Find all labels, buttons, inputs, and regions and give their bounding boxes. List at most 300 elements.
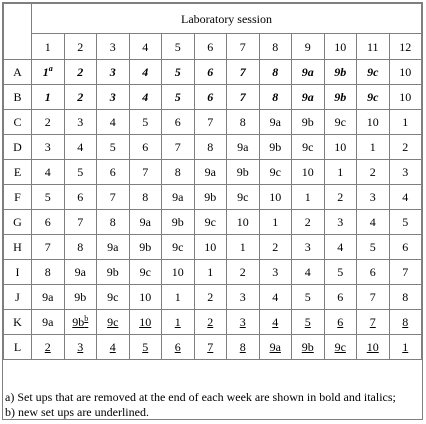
table-row [4, 210, 422, 235]
table-cell [97, 260, 130, 285]
table-cell [64, 260, 97, 285]
row-label: G [4, 210, 32, 235]
cell-value: 3 [402, 165, 409, 179]
cell-value: 4 [337, 240, 344, 254]
table-cell [97, 210, 130, 235]
table-cell [194, 135, 227, 160]
cell-value: 9b [334, 65, 347, 79]
table-cell [227, 235, 260, 260]
row-label: C [4, 110, 32, 135]
row-label: I [4, 260, 32, 285]
table-cell [129, 110, 162, 135]
cell-value: 10 [366, 115, 379, 129]
cell-value: 1 [44, 90, 51, 104]
table-cell [324, 60, 357, 85]
cell-value: 3 [304, 240, 311, 254]
table-cell [227, 60, 260, 85]
table-cell [259, 210, 292, 235]
cell-value: 6 [207, 65, 214, 79]
table-cell [357, 260, 390, 285]
cell-value: 8 [239, 115, 246, 129]
session-number: 11 [357, 34, 390, 60]
table-cell [32, 160, 65, 185]
cell-value: 9b [269, 140, 282, 154]
table-cell [227, 110, 260, 135]
table-cell [64, 335, 97, 360]
table-cell [162, 135, 195, 160]
table-cell [389, 60, 422, 85]
cell-value: 10 [399, 90, 412, 104]
cell-value: 4 [142, 65, 149, 79]
footnote-b: b) new set ups are underlined. [5, 405, 149, 419]
cell-value: 3 [44, 140, 51, 154]
table-row [4, 135, 422, 160]
cell-value: 6 [142, 140, 149, 154]
row-label: A [4, 60, 32, 85]
table-cell [324, 285, 357, 310]
cell-value: 6 [109, 165, 116, 179]
cell-value: 10 [204, 240, 217, 254]
table-cell [324, 260, 357, 285]
table-cell [259, 110, 292, 135]
cell-value: 2 [77, 90, 84, 104]
table-cell [129, 260, 162, 285]
cell-value: 2 [402, 140, 409, 154]
cell-value: 9a [107, 240, 119, 254]
cell-value: 1 [304, 190, 311, 204]
table-cell [64, 235, 97, 260]
table-cell [194, 235, 227, 260]
cell-value: 4 [142, 90, 149, 104]
table-cell [292, 310, 325, 335]
cell-value: 9b [74, 290, 87, 304]
table-row [4, 110, 422, 135]
row-label: H [4, 235, 32, 260]
table-row [4, 260, 422, 285]
table-cell [194, 210, 227, 235]
cell-value: 1 [272, 215, 279, 229]
table-row [4, 310, 422, 335]
table-cell [129, 210, 162, 235]
session-number: 7 [227, 34, 260, 60]
cell-value: 4 [77, 140, 84, 154]
cell-value: 10 [171, 265, 184, 279]
table-cell [292, 335, 325, 360]
table-cell [97, 185, 130, 210]
table-cell [227, 260, 260, 285]
footnotes [5, 390, 423, 420]
cell-value: 9c [367, 65, 379, 79]
cell-value: 2 [207, 315, 214, 329]
cell-value: 9a [301, 65, 314, 79]
cell-value: 2 [239, 265, 246, 279]
corner-cell [4, 4, 32, 60]
cell-value: 5 [142, 115, 149, 129]
cell-value: 3 [369, 190, 376, 204]
cell-value: 9b [106, 265, 119, 279]
cell-value: 6 [174, 340, 181, 354]
cell-value: 5 [44, 190, 51, 204]
table-cell [129, 310, 162, 335]
cell-value: 3 [272, 265, 279, 279]
cell-value: 8 [207, 140, 214, 154]
cell-value: 2 [44, 115, 51, 129]
table-cell [259, 85, 292, 110]
table-cell [162, 335, 195, 360]
cell-value: 7 [207, 340, 214, 354]
cell-value: 7 [239, 65, 246, 79]
table-cell [64, 85, 97, 110]
table-cell [292, 185, 325, 210]
cell-value: 6 [337, 290, 344, 304]
cell-value: 9a [74, 265, 86, 279]
cell-value: 8 [272, 65, 279, 79]
cell-value: 7 [402, 265, 409, 279]
table-cell [389, 285, 422, 310]
session-number: 12 [389, 34, 422, 60]
cell-value: 9c [334, 340, 346, 354]
cell-value: 3 [239, 290, 246, 304]
cell-value: 7 [77, 215, 84, 229]
table-cell [357, 160, 390, 185]
cell-value: 1 [174, 315, 181, 329]
footnote-a: a) Set ups that are removed at the end of each week are shown in bold and italics; [5, 390, 396, 404]
cell-value: 7 [142, 165, 149, 179]
table-cell [32, 285, 65, 310]
cell-value: 9b [301, 115, 314, 129]
cell-value: 7 [207, 115, 214, 129]
table-cell [194, 85, 227, 110]
cell-value: 7 [239, 90, 246, 104]
table-cell [129, 135, 162, 160]
cell-value: 3 [109, 90, 116, 104]
session-header-row [4, 4, 422, 34]
table-cell [32, 310, 65, 335]
table-cell [64, 160, 97, 185]
cell-value: 5 [369, 240, 376, 254]
cell-value: 9b [204, 190, 217, 204]
table-cell [324, 185, 357, 210]
table-cell [292, 135, 325, 160]
cell-value: 9a [172, 190, 184, 204]
cell-value: 10 [139, 290, 152, 304]
table-cell [259, 310, 292, 335]
cell-value: 3 [239, 315, 246, 329]
table-cell [292, 235, 325, 260]
session-number: 5 [162, 34, 195, 60]
table-cell [389, 160, 422, 185]
table-cell [97, 160, 130, 185]
table-row [4, 160, 422, 185]
table-cell [162, 60, 195, 85]
table-cell [129, 160, 162, 185]
table-cell [32, 185, 65, 210]
cell-value: 7 [44, 240, 51, 254]
cell-value: 7 [109, 190, 116, 204]
table-cell [194, 335, 227, 360]
cell-value: 6 [207, 90, 214, 104]
cell-value: 10 [139, 315, 152, 329]
session-number-row [4, 34, 422, 60]
table-cell [162, 235, 195, 260]
table-cell [324, 210, 357, 235]
table-cell [162, 110, 195, 135]
table-row [4, 185, 422, 210]
table-cell [97, 335, 130, 360]
table-cell [357, 335, 390, 360]
cell-value: 8 [239, 340, 246, 354]
cell-value: 9c [107, 315, 119, 329]
cell-value: 1 [174, 290, 181, 304]
cell-value: 4 [272, 290, 279, 304]
session-number: 3 [97, 34, 130, 60]
row-label: K [4, 310, 32, 335]
cell-value: 6 [337, 315, 344, 329]
table-cell [194, 60, 227, 85]
cell-value: 7 [369, 315, 376, 329]
table-cell [259, 185, 292, 210]
cell-value: 5 [174, 90, 181, 104]
table-cell [227, 285, 260, 310]
table-cell [129, 235, 162, 260]
cell-value: 2 [77, 65, 84, 79]
table-cell [357, 60, 390, 85]
cell-value: 9c [172, 240, 184, 254]
table-row [4, 235, 422, 260]
cell-value: 10 [269, 190, 282, 204]
cell-value: 9b [236, 165, 249, 179]
table-cell [324, 110, 357, 135]
table-cell [162, 160, 195, 185]
row-label: L [4, 335, 32, 360]
row-label: D [4, 135, 32, 160]
table-cell [162, 85, 195, 110]
cell-value: 3 [109, 65, 116, 79]
cell-value: 5 [142, 340, 149, 354]
cell-value: 1 [402, 340, 409, 354]
table-cell [389, 135, 422, 160]
table-row [4, 85, 422, 110]
table-cell [32, 260, 65, 285]
cell-value: 1 [239, 240, 246, 254]
cell-value: 8 [142, 190, 149, 204]
table-cell [389, 110, 422, 135]
table-cell [97, 85, 130, 110]
table-cell [357, 310, 390, 335]
cell-value: 6 [77, 190, 84, 204]
cell-value: 9a [269, 340, 281, 354]
cell-value: 9a [237, 140, 249, 154]
table-cell [162, 260, 195, 285]
cell-value: 2 [44, 340, 51, 354]
cell-value: 8 [402, 315, 409, 329]
table-cell [129, 335, 162, 360]
session-number: 8 [259, 34, 292, 60]
session-number: 9 [292, 34, 325, 60]
table-cell [292, 160, 325, 185]
table-cell [32, 210, 65, 235]
session-number: 2 [64, 34, 97, 60]
table-cell [389, 210, 422, 235]
table-cell [32, 85, 65, 110]
row-label: B [4, 85, 32, 110]
cell-value: 10 [399, 65, 412, 79]
session-title: Laboratory session [32, 4, 422, 34]
cell-value: 2 [304, 215, 311, 229]
cell-value: 6 [174, 115, 181, 129]
cell-value: 10 [301, 165, 314, 179]
table-cell [227, 85, 260, 110]
table-cell [64, 285, 97, 310]
cell-value: 9a [42, 290, 54, 304]
row-label: F [4, 185, 32, 210]
cell-value: 3 [77, 340, 84, 354]
table-cell [129, 60, 162, 85]
table-cell [292, 85, 325, 110]
cell-value: 9a [301, 90, 314, 104]
cell-value: 4 [109, 340, 116, 354]
cell-value: 2 [207, 290, 214, 304]
table-cell [324, 85, 357, 110]
table-cell [292, 285, 325, 310]
cell-value: 5 [109, 140, 116, 154]
table-cell [292, 210, 325, 235]
table-cell [97, 310, 130, 335]
cell-value: 4 [304, 265, 311, 279]
table-cell [324, 335, 357, 360]
table-cell [227, 185, 260, 210]
cell-value: 4 [402, 190, 409, 204]
cell-value: 8 [272, 90, 279, 104]
cell-value: 7 [174, 140, 181, 154]
table-cell [32, 335, 65, 360]
table-cell [64, 185, 97, 210]
table-cell [357, 210, 390, 235]
table-cell [357, 285, 390, 310]
table-cell [292, 260, 325, 285]
table-cell [259, 235, 292, 260]
cell-value: $9b^b$ [72, 314, 89, 329]
cell-value: 3 [337, 215, 344, 229]
table-cell [389, 85, 422, 110]
table-cell [357, 85, 390, 110]
cell-value: 9c [107, 290, 119, 304]
table-cell [292, 110, 325, 135]
cell-value: 6 [44, 215, 51, 229]
cell-value: 9b [171, 215, 184, 229]
session-number: 10 [324, 34, 357, 60]
cell-value: 9b [334, 90, 347, 104]
table-cell [227, 335, 260, 360]
table-cell [64, 310, 97, 335]
cell-value: 5 [174, 65, 181, 79]
cell-value: 1 [207, 265, 214, 279]
cell-value: 10 [334, 140, 347, 154]
cell-value: 6 [369, 265, 376, 279]
cell-value: 9a [139, 215, 151, 229]
table-cell [129, 85, 162, 110]
table-cell [259, 335, 292, 360]
cell-value: 8 [44, 265, 51, 279]
cell-value: 10 [236, 215, 249, 229]
table-cell [389, 260, 422, 285]
cell-value: 5 [77, 165, 84, 179]
table-cell [227, 135, 260, 160]
table-cell [389, 310, 422, 335]
table-cell [97, 60, 130, 85]
table-cell [194, 260, 227, 285]
session-number: 4 [129, 34, 162, 60]
cell-value: 2 [337, 190, 344, 204]
table-cell [194, 185, 227, 210]
table-row [4, 285, 422, 310]
session-number: 6 [194, 34, 227, 60]
cell-value: 3 [77, 115, 84, 129]
row-label: J [4, 285, 32, 310]
cell-value: 5 [337, 265, 344, 279]
cell-value: 9c [204, 215, 216, 229]
cell-value: 4 [109, 115, 116, 129]
table-cell [64, 135, 97, 160]
footnote-marker: a [48, 64, 53, 73]
cell-value: 4 [44, 165, 51, 179]
cell-value: 8 [402, 290, 409, 304]
cell-value: 5 [304, 315, 311, 329]
table-cell [292, 60, 325, 85]
cell-value: 2 [272, 240, 279, 254]
table-cell [357, 110, 390, 135]
table-cell [227, 160, 260, 185]
table-row [4, 335, 422, 360]
cell-value: 1 [369, 140, 376, 154]
table-cell [227, 310, 260, 335]
table-cell [97, 110, 130, 135]
table-cell [162, 210, 195, 235]
cell-value: 8 [109, 215, 116, 229]
cell-value: 9c [302, 140, 314, 154]
table-cell [324, 160, 357, 185]
table-cell [357, 185, 390, 210]
cell-value: 9b [139, 240, 152, 254]
table-cell [194, 285, 227, 310]
table-cell [162, 310, 195, 335]
table-cell [389, 235, 422, 260]
cell-value: 8 [77, 240, 84, 254]
table-cell [32, 60, 65, 85]
table-cell [324, 310, 357, 335]
cell-value: 9c [334, 115, 346, 129]
cell-value: 9a [204, 165, 216, 179]
table-cell [64, 60, 97, 85]
schedule-table [3, 3, 422, 360]
table-cell [259, 135, 292, 160]
table-cell [389, 185, 422, 210]
cell-value: 4 [369, 215, 376, 229]
footnote-marker: b [84, 314, 89, 323]
table-row [4, 60, 422, 85]
table-cell [259, 260, 292, 285]
table-cell [227, 210, 260, 235]
table-cell [162, 285, 195, 310]
table-cell [324, 235, 357, 260]
table-cell [32, 110, 65, 135]
table-cell [194, 110, 227, 135]
cell-value: 8 [174, 165, 181, 179]
table-cell [194, 310, 227, 335]
table-cell [389, 335, 422, 360]
table-cell [194, 160, 227, 185]
table-cell [64, 210, 97, 235]
